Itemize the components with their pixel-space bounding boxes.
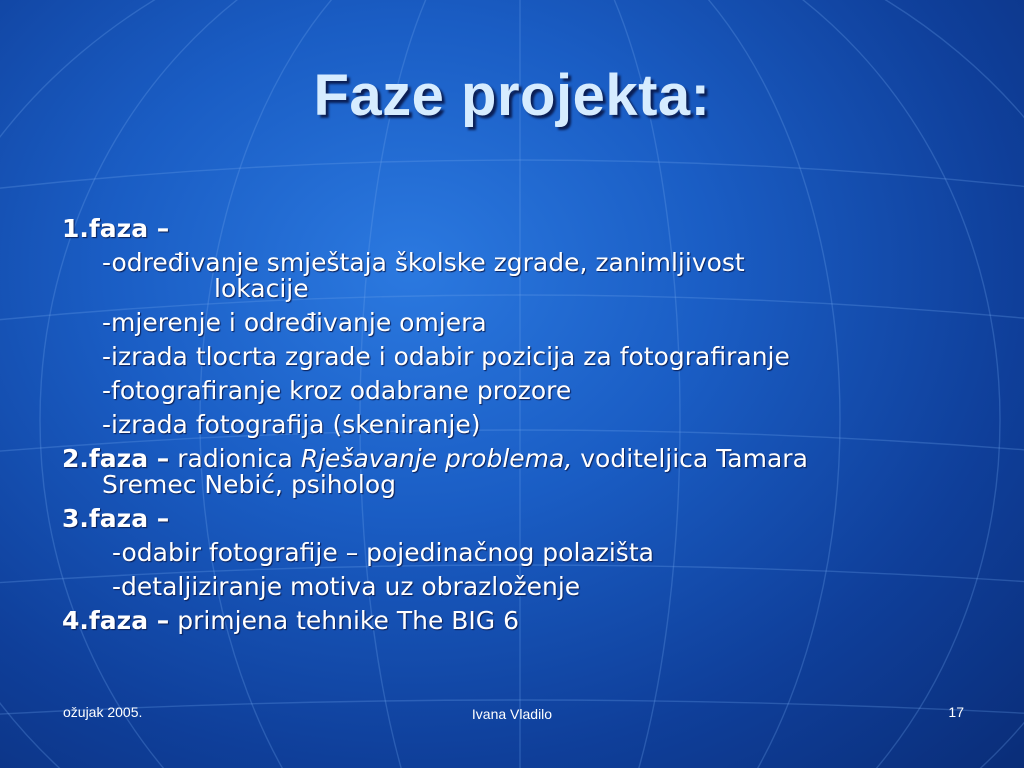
phase-1-label: 1.faza –	[62, 214, 170, 243]
phase-2-text-post: voditeljica Tamara	[572, 444, 808, 473]
slide-body	[62, 212, 962, 638]
phase-1-item: -izrada fotografija (skeniranje)	[102, 410, 481, 439]
footer-date: ožujak 2005.	[63, 704, 143, 720]
phase-3-label: 3.faza –	[62, 504, 170, 533]
phase-3-item: -odabir fotografije – pojedinačnog polazišta	[112, 538, 654, 567]
phase-2-label: 2.faza –	[62, 444, 170, 473]
footer-page-number: 17	[948, 704, 964, 720]
phase-4-label: 4.faza –	[62, 606, 170, 635]
phase-1-item: -određivanje smještaja školske zgrade, zanimljivost	[102, 248, 745, 277]
phase-1-item: -izrada tlocrta zgrade i odabir pozicija za fotografiranje	[102, 342, 790, 371]
phase-2-continuation: Sremec Nebić, psiholog	[102, 470, 397, 499]
phase-1-item-continuation: lokacije	[214, 274, 309, 303]
phase-4-text: primjena tehnike The BIG 6	[177, 606, 520, 635]
phase-1-heading	[62, 212, 962, 246]
phase-3-heading	[62, 502, 962, 536]
phase-4-heading	[62, 604, 962, 638]
phase-1-item: -fotografiranje kroz odabrane prozore	[102, 376, 572, 405]
slide-title: Faze projekta:	[313, 63, 711, 128]
phase-2-text-italic: Rješavanje problema,	[300, 444, 573, 473]
phase-2-text-pre: radionica	[177, 444, 301, 473]
phase-1-item: -mjerenje i određivanje omjera	[102, 308, 487, 337]
footer-author: Ivana Vladilo	[471, 706, 553, 722]
phase-2-heading	[62, 442, 962, 473]
phase-3-item: -detaljiziranje motiva uz obrazloženje	[112, 572, 581, 601]
